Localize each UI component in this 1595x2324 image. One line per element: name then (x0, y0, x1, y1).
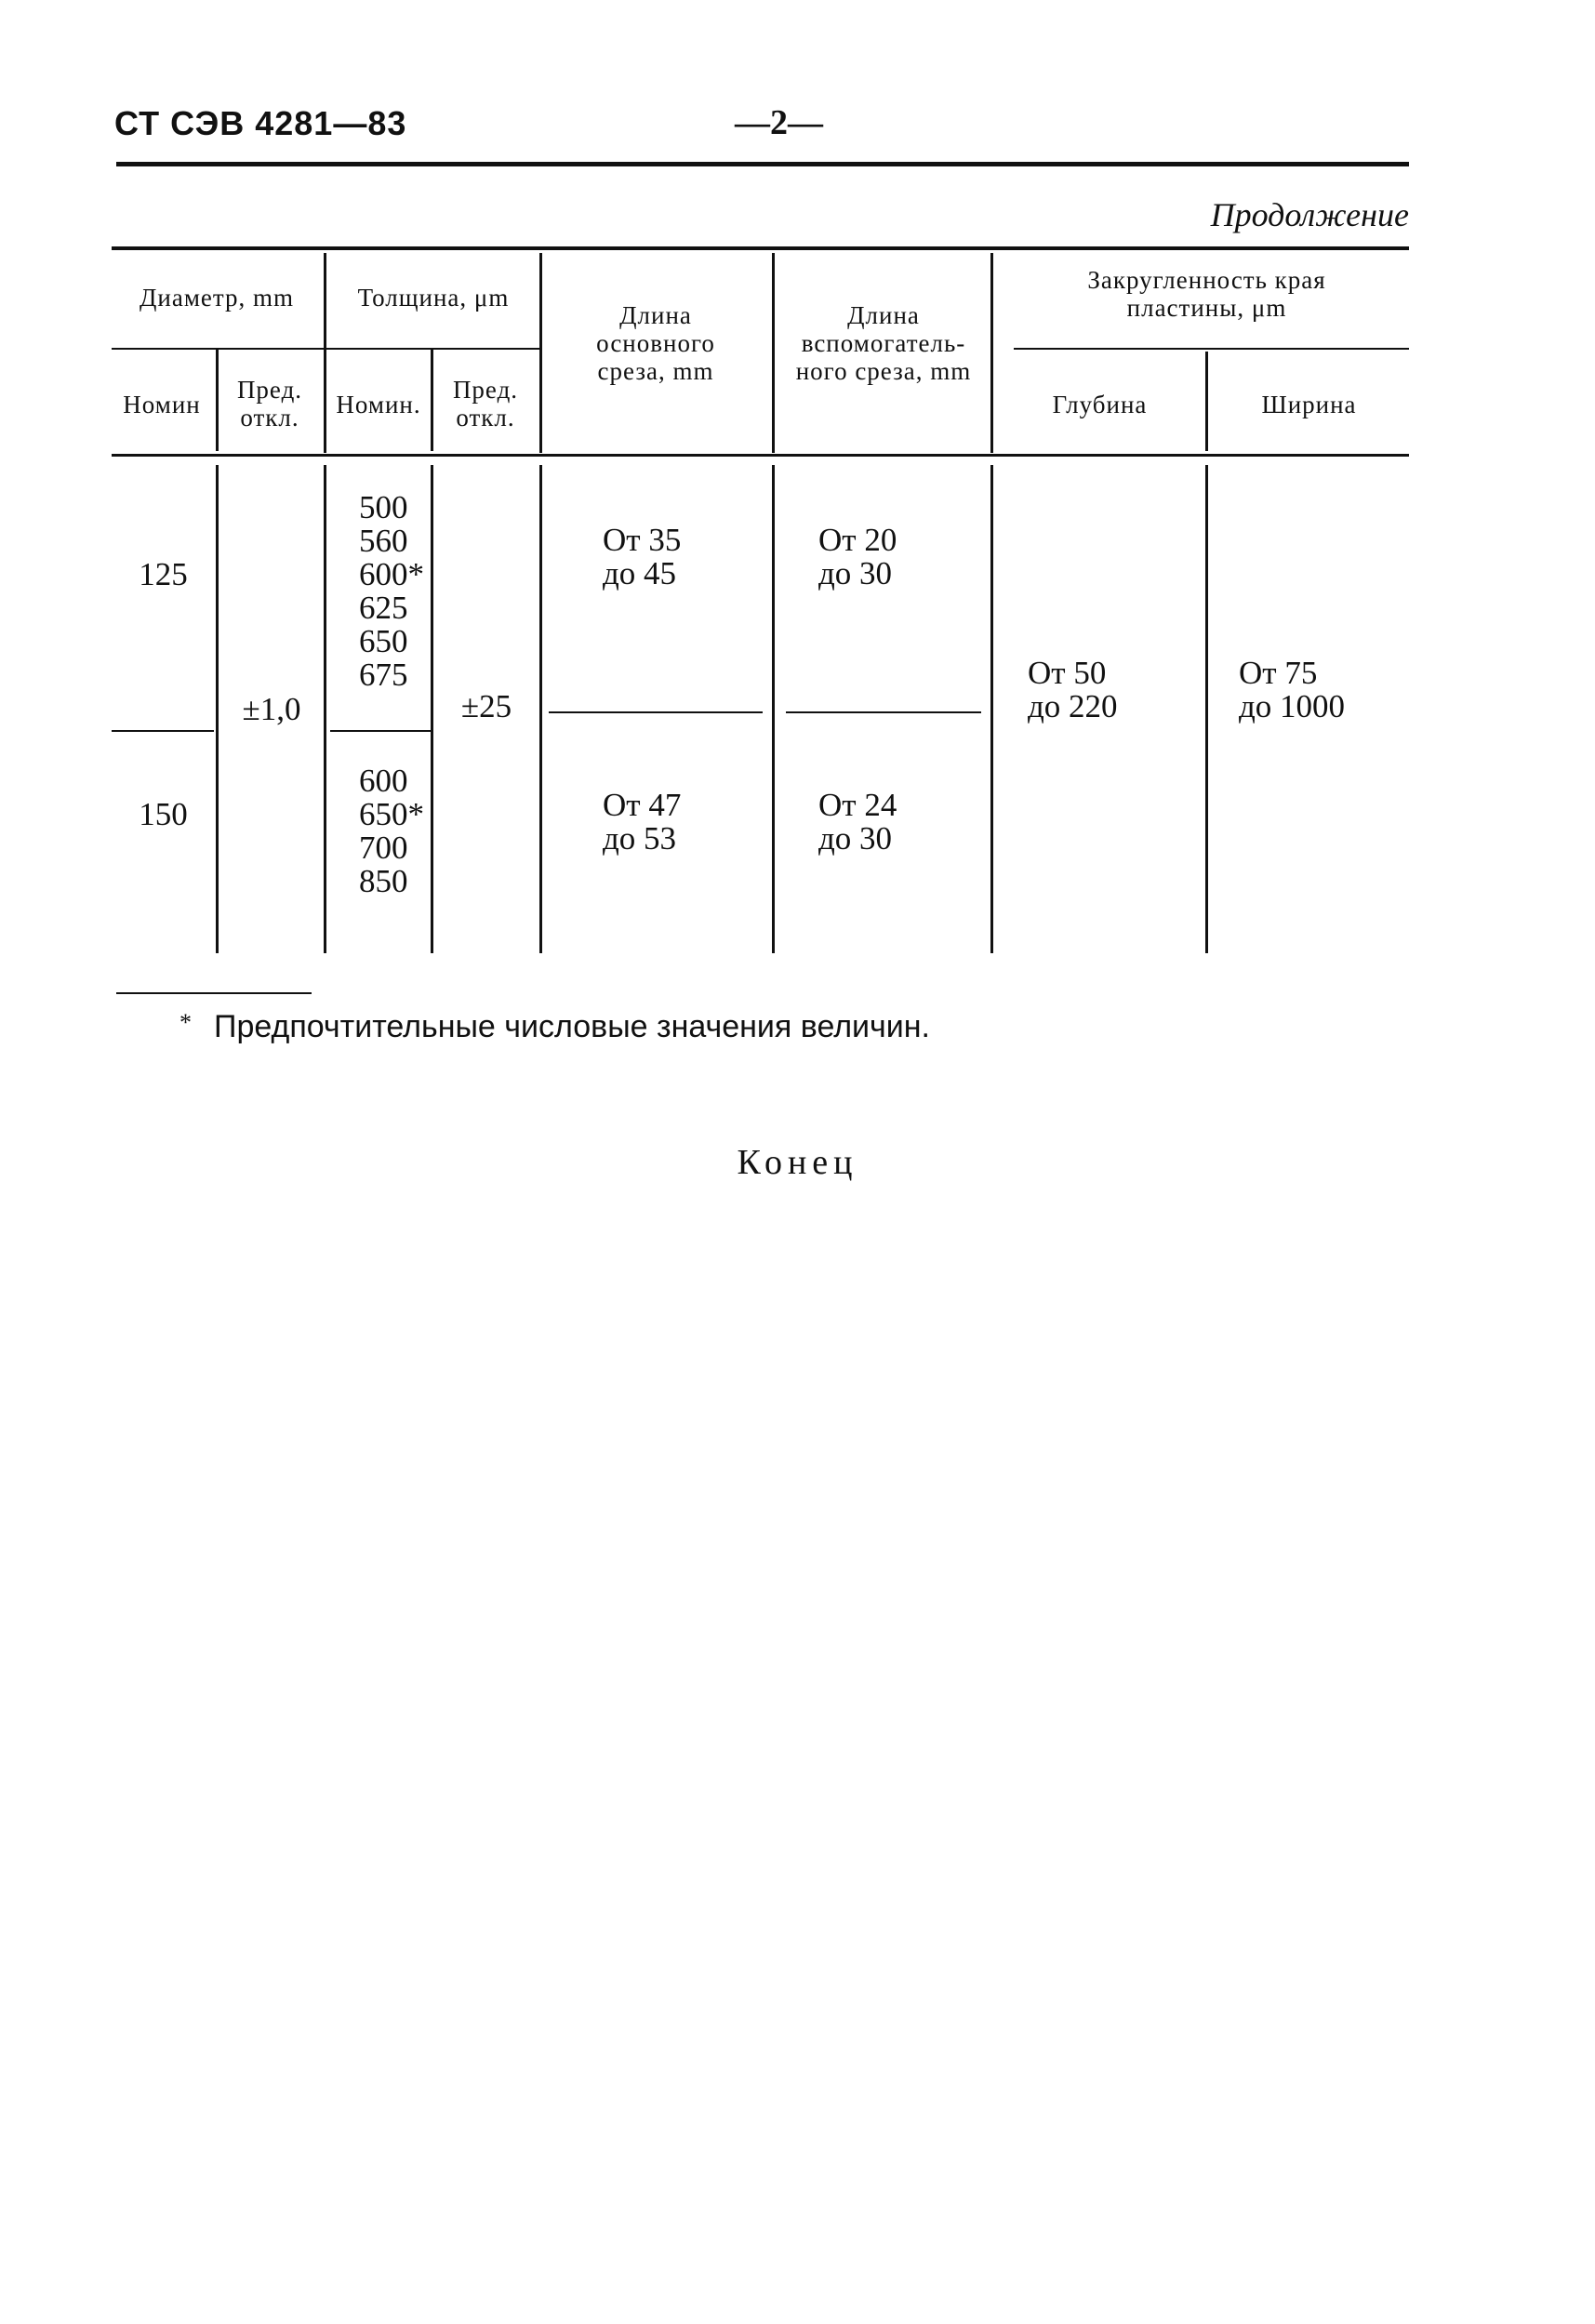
footnote-mark: * (179, 1009, 192, 1036)
header-width: Ширина (1261, 391, 1357, 418)
footnote-text: Предпочтительные числовые значения величин. (214, 1009, 930, 1044)
cell-thickness-deviation: ±25 (460, 688, 512, 724)
col-line (990, 465, 993, 953)
cell-diameter-150: 150 (139, 796, 188, 832)
table-top-rule (112, 246, 1409, 250)
thickness-value: 850 (359, 863, 408, 899)
col-line (1205, 465, 1208, 953)
continuation-label: Продолжение (1210, 196, 1409, 233)
col-line (324, 253, 326, 453)
cell-diameter-deviation: ±1,0 (242, 691, 301, 727)
thickness-value: 500 (359, 489, 408, 525)
header-sub-rule-right (1014, 348, 1409, 350)
col-line (772, 465, 775, 953)
range-to: до 30 (818, 820, 893, 857)
header-secondary-cut: Длина вспомогатель-ного среза, mm (795, 301, 972, 385)
range-to: до 45 (603, 555, 677, 591)
footnote-rule (116, 992, 312, 994)
header-diameter: Диаметр, mm (139, 284, 295, 312)
range-from: От 20 (818, 522, 897, 558)
cell-depth (1028, 657, 1118, 724)
page-number: —2— (735, 103, 823, 142)
range-to: до 220 (1028, 688, 1118, 724)
thickness-value: 560 (359, 523, 408, 559)
range-from: От 50 (1028, 655, 1107, 691)
data-table (0, 0, 1595, 1023)
cell-width (1239, 657, 1345, 724)
col-line (990, 253, 993, 453)
header-diameter-deviation: Пред. откл. (236, 376, 303, 432)
thickness-value: 675 (359, 657, 408, 693)
range-to: до 1000 (1239, 688, 1346, 724)
col-line (216, 465, 219, 953)
cell-secondary-cut (818, 524, 897, 591)
col-line (539, 253, 542, 453)
row-divider-thickness (330, 730, 432, 732)
col-line (772, 253, 775, 453)
thickness-value: 650* (359, 796, 424, 832)
range-to: до 53 (603, 820, 677, 857)
row-divider-diameter (112, 730, 214, 732)
thickness-value: 700 (359, 830, 408, 866)
range-to: до 30 (818, 555, 893, 591)
header-thickness-nominal: Номин. (336, 391, 421, 418)
header-thickness-deviation: Пред. откл. (452, 376, 519, 432)
header-edge-rounding: Закругленность края пластины, μm (1087, 266, 1326, 322)
range-from: От 47 (603, 787, 682, 823)
col-line (1205, 352, 1208, 451)
thickness-value: 600* (359, 556, 424, 592)
thickness-value: 600 (359, 763, 408, 799)
range-from: От 75 (1239, 655, 1318, 691)
header-primary-cut: Длина основного среза, mm (596, 301, 715, 385)
end-label: Конец (737, 1143, 858, 1182)
cell-primary-cut (603, 524, 681, 591)
thickness-value: 650 (359, 623, 408, 659)
row-divider-primary (549, 711, 763, 713)
col-line (539, 465, 542, 953)
row-divider-secondary (786, 711, 981, 713)
header-thickness: Толщина, μm (357, 284, 510, 312)
standard-code: СТ СЭВ 4281—83 (114, 104, 407, 142)
cell-diameter-125: 125 (139, 556, 188, 592)
thickness-value: 625 (359, 590, 408, 626)
cell-secondary-cut (818, 789, 897, 856)
header-diameter-nominal: Номин (123, 391, 201, 418)
range-from: От 35 (603, 522, 682, 558)
cell-thickness-values (359, 491, 424, 692)
header-depth: Глубина (1052, 391, 1148, 418)
header-bottom-rule (112, 454, 1409, 457)
cell-primary-cut (603, 789, 681, 856)
col-line (324, 465, 326, 953)
range-from: От 24 (818, 787, 897, 823)
cell-thickness-values (359, 764, 424, 898)
col-line (216, 349, 219, 451)
